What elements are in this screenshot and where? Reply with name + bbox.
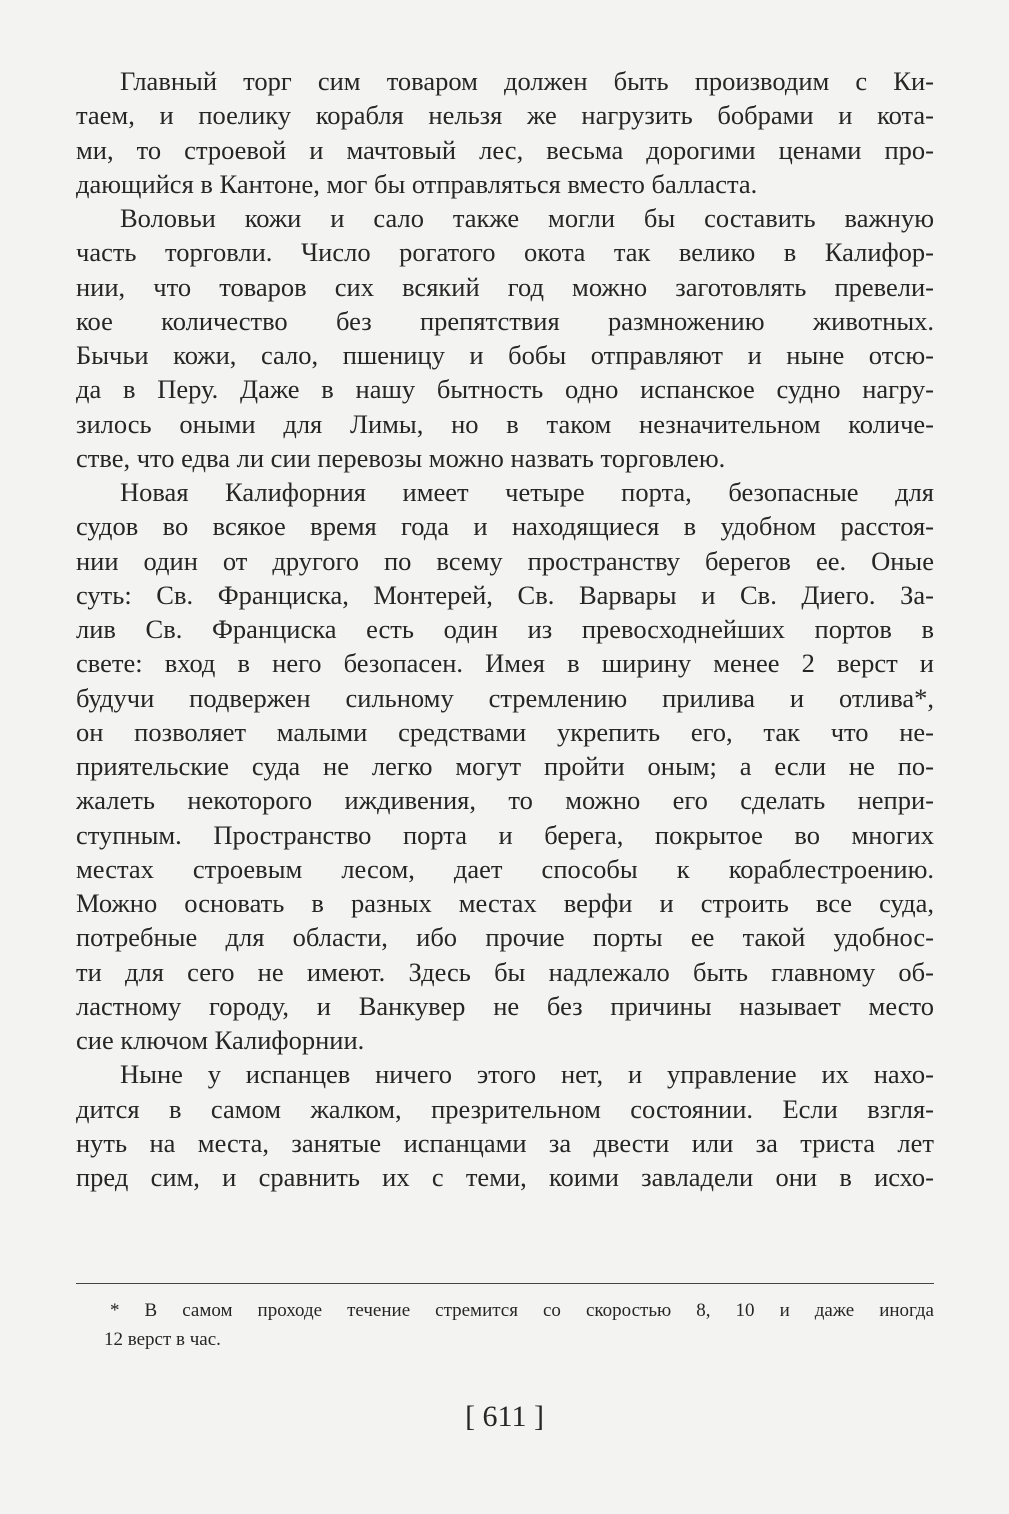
text-line: ластному городу, и Ванкувер не без причины называет место <box>76 990 934 1021</box>
text-line: будучи подвержен сильному стремлению прилива и отлива*, <box>76 682 934 713</box>
page-number: [ 611 ] <box>465 1400 544 1433</box>
text-line: Главный торг сим товаром должен быть производим с Ки- <box>120 66 934 96</box>
text-line: зилось оными для Лимы, но в таком незначительном количе- <box>76 408 934 439</box>
text-line: потребные для области, ибо прочие порты ее такой удобнос- <box>76 922 934 953</box>
text-line: пред сим, и сравнить их с теми, коими завладели они в исхо- <box>76 1162 934 1192</box>
text-line: Бычьи кожи, сало, пшеницу и бобы отправляют и ныне отсю- <box>76 340 934 370</box>
text-line: нии, что товаров сих всякий год можно заготовлять превели- <box>76 271 934 302</box>
text-line: ми, то строевой и мачтовый лес, весьма дорогими ценами про- <box>76 134 934 165</box>
text-line: он позволяет малыми средствами укрепить его, так что не- <box>76 716 934 747</box>
text-line: суть: Св. Франциска, Монтерей, Св. Варвары и Св. Диего. За- <box>76 579 934 610</box>
text-line: Ныне у испанцев ничего этого нет, и управление их нахо- <box>120 1059 934 1090</box>
text-line: стве, что едва ли сии перевозы можно назвать торговлею. <box>76 442 726 473</box>
paragraph <box>76 1057 934 1194</box>
text-line: лив Св. Франциска есть один из превосходнейших портов в <box>76 614 934 644</box>
text-line: ступным. Пространство порта и берега, покрытое во многих <box>76 819 934 850</box>
text-line: ти для сего не имеют. Здесь бы надлежало быть главному об- <box>76 956 934 987</box>
text-line: Новая Калифорния имеет четыре порта, безопасные для <box>120 477 934 507</box>
text-line: таем, и поелику корабля нельзя же нагрузить бобрами и кота- <box>76 100 934 131</box>
text-line: местах строевым лесом, дает способы к кораблестроению. <box>76 853 934 884</box>
paragraph <box>76 201 934 475</box>
text-line: Можно основать в разных местах верфи и строить все суда, <box>76 888 934 918</box>
text-line: да в Перу. Даже в нашу бытность одно испанское судно нагру- <box>76 374 934 405</box>
text-line: приятельские суда не легко могут пройти оным; а если не по- <box>76 751 934 781</box>
text-line: кое количество без препятствия размножению животных. <box>76 305 934 336</box>
footnote-line: * В самом проходе течение стремится со скоростью 8, 10 и даже иногда <box>110 1300 934 1321</box>
text-line: свете: вход в него безопасен. Имея в ширину менее 2 верст и <box>76 648 934 679</box>
text-line: дающийся в Кантоне, мог бы отправляться вместо балласта. <box>76 168 758 199</box>
footnote-rule <box>76 1283 934 1284</box>
body-text <box>76 64 934 1194</box>
text-line: нии один от другого по всему пространству берегов ее. Оные <box>76 545 934 576</box>
text-line: Воловьи кожи и сало также могли бы составить важную <box>120 203 934 233</box>
text-line: дится в самом жалком, презрительном состоянии. Если взгля- <box>76 1093 934 1124</box>
footnote-line: 12 верст в час. <box>104 1329 221 1350</box>
text-line: нуть на места, занятые испанцами за двести или за триста лет <box>76 1127 934 1158</box>
text-line: часть торговли. Число рогатого окота так велико в Калифор- <box>76 237 934 268</box>
footnote <box>76 1296 934 1354</box>
text-line: судов во всякое время года и находящиеся в удобном расстоя- <box>76 511 934 542</box>
text-line: жалеть некоторого иждивения, то можно его сделать непри- <box>76 785 934 816</box>
paragraph <box>76 64 934 201</box>
paragraph <box>76 475 934 1057</box>
text-line: сие ключом Калифорнии. <box>76 1025 365 1055</box>
